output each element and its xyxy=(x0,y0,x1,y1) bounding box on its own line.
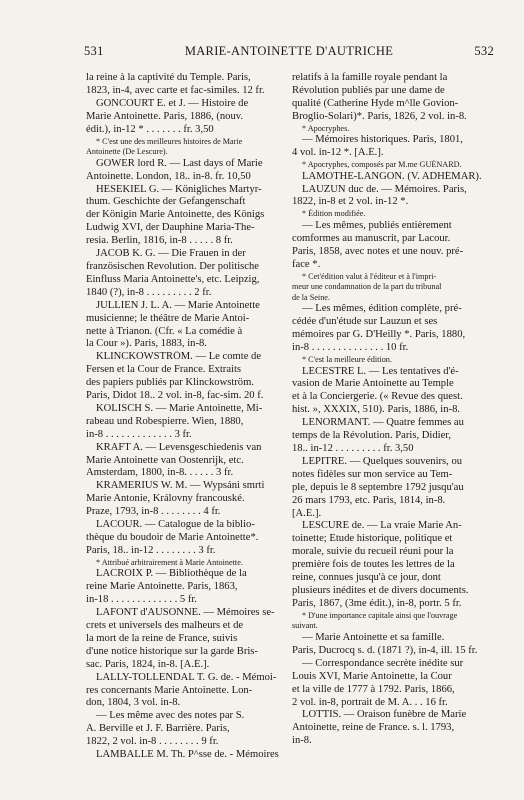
footnote-line: * Attribué arbitrairement à Marie Antoinette. xyxy=(96,557,243,567)
bibliography-entry xyxy=(292,585,490,598)
bibliography-line: Einfluss Maria Antoinette's, etc. Leipzig, xyxy=(86,273,260,285)
bibliography-entry xyxy=(86,519,284,532)
bibliography-line: LENORMANT. — Quatre femmes au xyxy=(302,417,464,429)
bibliography-entry xyxy=(292,329,490,342)
footnote-line: de la Seine. xyxy=(292,292,330,302)
bibliography-line: Paris, 18.. in-12 . . . . . . . . 3 fr. xyxy=(86,544,216,556)
bibliography-entry xyxy=(86,261,284,274)
bibliography-entry xyxy=(292,508,490,521)
bibliography-entry xyxy=(292,342,490,355)
bibliography-line: HESEKIEL G. — Königliches Martyr- xyxy=(96,183,262,195)
bibliography-entry xyxy=(86,710,284,723)
bibliography-line: la Cour »). Paris, 1883, in-8. xyxy=(86,338,207,350)
bibliography-entry xyxy=(292,684,490,697)
bibliography-line: LAMOTHE-LANGON. (V. ADHÉMAR). xyxy=(302,170,482,182)
bibliography-entry xyxy=(86,390,284,403)
bibliography-line: plusieurs inédites et de divers documents. xyxy=(292,584,469,596)
bibliography-line: face *. xyxy=(292,258,321,270)
footnote xyxy=(292,293,490,304)
bibliography-entry xyxy=(86,222,284,235)
bibliography-line: 26 mars 1793, etc. Paris, 1814, in-8. xyxy=(292,494,446,506)
bibliography-entry xyxy=(292,697,490,710)
bibliography-entry xyxy=(292,259,490,272)
bibliography-entry xyxy=(86,723,284,736)
footnote xyxy=(86,147,284,158)
bibliography-line: qualité (Catherine Hyde m^lle Govion- xyxy=(292,97,459,109)
bibliography-line: Broglio-Solari)*. Paris, 1826, 2 vol. in-8. xyxy=(292,110,467,122)
bibliography-line: des papiers publiés par Klinckowström. xyxy=(86,377,254,389)
bibliography-entry xyxy=(292,147,490,160)
bibliography-line: et la ville de 1777 à 1792. Paris, 1866, xyxy=(292,683,455,695)
bibliography-entry xyxy=(292,735,490,748)
bibliography-entry xyxy=(292,645,490,658)
page-number-right: 532 xyxy=(474,44,494,58)
bibliography-entry xyxy=(292,391,490,404)
bibliography-line: — Marie Antoinette et sa famille. xyxy=(302,631,445,643)
running-header xyxy=(84,44,494,60)
bibliography-line: ple, depuis le 8 septembre 1792 jusqu'au xyxy=(292,481,464,493)
footnote-line: * Cet'édition valut à l'éditeur et à l'impri- xyxy=(302,271,437,281)
bibliography-entry xyxy=(86,313,284,326)
bibliography-entry xyxy=(86,235,284,248)
footnote xyxy=(292,124,490,135)
bibliography-line: französischen Revolution. Der politische xyxy=(86,260,259,272)
bibliography-entry xyxy=(292,184,490,197)
bibliography-line: resia. Berlin, 1816, in-8 . . . . . 8 fr. xyxy=(86,235,233,247)
footnote xyxy=(292,272,490,283)
bibliography-entry xyxy=(86,506,284,519)
bibliography-line: GONCOURT E. et J. — Histoire de xyxy=(96,97,249,109)
bibliography-line: et à la Conciergerie. (« Revue des quest. xyxy=(292,391,463,403)
footnote xyxy=(86,137,284,148)
bibliography-entry xyxy=(86,416,284,429)
bibliography-line: Marie Antoinette van Oostenrijk, etc. xyxy=(86,454,244,466)
left-column xyxy=(86,72,284,777)
bibliography-entry xyxy=(292,134,490,147)
bibliography-entry xyxy=(86,338,284,351)
bibliography-entry xyxy=(86,377,284,390)
bibliography-line: KRAFT A. — Levensgeschiedenis van xyxy=(96,441,262,453)
bibliography-entry xyxy=(86,184,284,197)
bibliography-line: cédée d'un'étude sur Lauzun et ses xyxy=(292,316,438,328)
bibliography-line: don, 1804, 3 vol. in-8. xyxy=(86,697,181,709)
bibliography-entry xyxy=(292,430,490,443)
bibliography-entry xyxy=(292,196,490,209)
bibliography-line: morale, suivie du recueil réuni pour la xyxy=(292,546,454,558)
footnote-line: * D'une importance capitale ainsi que l'ouvrage xyxy=(302,610,458,620)
bibliography-entry xyxy=(86,300,284,313)
bibliography-entry xyxy=(292,722,490,735)
bibliography-line: in-8 . . . . . . . . . . . . . 3 fr. xyxy=(86,428,192,440)
bibliography-line: crets et universels des malheurs et de xyxy=(86,620,244,632)
bibliography-line: 1822, 2 vol. in-8 . . . . . . . . 9 fr. xyxy=(86,736,219,748)
bibliography-entry xyxy=(292,456,490,469)
page-number-left: 531 xyxy=(84,44,104,58)
footnote-line: * Édition modifiée. xyxy=(302,209,366,219)
bibliography-entry xyxy=(86,158,284,171)
bibliography-line: LALLY-TOLLENDAL T. G. de. - Mémoi- xyxy=(96,671,277,683)
bibliography-entry xyxy=(292,533,490,546)
bibliography-line: — Les mêmes, publiés entièrement xyxy=(302,219,452,231)
bibliography-line: Louis XVI, Marie Antoinette, la Cour xyxy=(292,670,452,682)
bibliography-line: 1823, in-4, avec carte et fac-similes. 12 fr. xyxy=(86,84,265,96)
bibliography-line: 4 vol. in-12 *. [A.É.]. xyxy=(292,147,384,159)
bibliography-line: Antoinette, reine de France. s. l. 1793, xyxy=(292,722,455,734)
bibliography-line: GOWER lord R. — Last days of Marie xyxy=(96,157,263,169)
bibliography-entry xyxy=(86,274,284,287)
bibliography-line: LAMBALLE M. Th. P^sse de. - Mémoires xyxy=(96,749,279,761)
bibliography-line: rabeau und Robespierre. Wien, 1880, xyxy=(86,415,244,427)
bibliography-line: Marie Antonie, Královny francouské. xyxy=(86,493,245,505)
bibliography-entry xyxy=(292,171,490,184)
bibliography-entry xyxy=(292,443,490,456)
footnote-line: * C'est la meilleure édition. xyxy=(302,354,392,364)
bibliography-entry xyxy=(86,442,284,455)
bibliography-entry xyxy=(86,493,284,506)
bibliography-line: JULLIEN J. L. A. — Marie Antoinette xyxy=(96,299,260,311)
bibliography-line: LECESTRE L. — Les tentatives d'é- xyxy=(302,365,459,377)
bibliography-entry xyxy=(86,171,284,184)
bibliography-entry xyxy=(292,233,490,246)
bibliography-line: — Mémoires historiques. Paris, 1801, xyxy=(302,134,463,146)
bibliography-line: 1822, in-8 et 2 vol. in-12 *. xyxy=(292,196,409,208)
bibliography-line: Fersen et la Cour de France. Extraits xyxy=(86,364,242,376)
bibliography-line: Paris, 1867, (3me édit.), in-8, portr. 5 fr. xyxy=(292,597,462,609)
bibliography-entry xyxy=(86,607,284,620)
footnote xyxy=(292,160,490,171)
bibliography-entry xyxy=(86,111,284,124)
bibliography-line: reine Marie Antoinette. Paris, 1863, xyxy=(86,581,238,593)
bibliography-entry xyxy=(86,568,284,581)
bibliography-entry xyxy=(86,480,284,493)
bibliography-entry xyxy=(292,559,490,572)
bibliography-line: mémoires par G. D'Heilly *. Paris, 1880, xyxy=(292,329,466,341)
bibliography-line: KLINCKOWSTRÖM. — Le comte de xyxy=(96,351,262,363)
footnote xyxy=(292,611,490,622)
bibliography-line: KOLISCH S. — Marie Antoinette, Mi- xyxy=(96,402,263,414)
bibliography-entry xyxy=(292,469,490,482)
bibliography-line: thèque du boudoir de Marie Antoinette*. xyxy=(86,532,259,543)
bibliography-entry xyxy=(86,124,284,137)
bibliography-entry xyxy=(292,598,490,611)
bibliography-line: in-18 . . . . . . . . . . . . . 5 fr. xyxy=(86,594,197,606)
bibliography-line: in-8. xyxy=(292,735,312,747)
footnote-line: * C'est une des meilleures histoires de Marie xyxy=(96,136,243,146)
footnote-line: * Apocryphes, composés par M.me GUÉNARD. xyxy=(302,160,462,170)
bibliography-line: Antoinette. London, 18.. in-8. fr. 10,50 xyxy=(86,170,251,182)
bibliography-entry xyxy=(292,316,490,329)
bibliography-line: d'une notice historique sur la garde Bris- xyxy=(86,645,258,657)
footnote-line: suivant. xyxy=(292,621,318,631)
footnote xyxy=(86,558,284,569)
bibliography-entry xyxy=(292,220,490,233)
bibliography-line: A. Berville et J. F. Barrière. Paris, xyxy=(86,723,230,735)
bibliography-entry xyxy=(86,429,284,442)
bibliography-line: toinette; Étude historique, politique et xyxy=(292,533,453,545)
bibliography-entry xyxy=(86,287,284,300)
bibliography-line: la reine à la captivité du Temple. Paris, xyxy=(86,72,251,83)
bibliography-entry xyxy=(292,111,490,124)
bibliography-entry xyxy=(292,72,490,85)
bibliography-line: édit.), in-12 * . . . . . . . fr. 3,50 xyxy=(86,123,214,135)
bibliography-line: KRAMERIUS W. M. — Wypsáni smrti xyxy=(96,480,265,492)
bibliography-line: LACOUR. — Catalogue de la biblio- xyxy=(96,519,255,531)
bibliography-line: LOTTIS. — Oraison funèbre de Marie xyxy=(302,709,467,721)
bibliography-line: JACOB K. G. — Die Frauen in der xyxy=(96,248,246,260)
bibliography-line: LESCURE de. — La vraie Marie An- xyxy=(302,520,462,532)
bibliography-line: — Les mêmes, édition complète, pré- xyxy=(302,303,462,315)
bibliography-entry xyxy=(86,736,284,749)
bibliography-entry xyxy=(292,482,490,495)
bibliography-entry xyxy=(86,455,284,468)
bibliography-line: hist. », XXXIX, 510). Paris, 1886, in-8. xyxy=(292,404,461,416)
bibliography-line: Praze, 1793, in-8 . . . . . . . . 4 fr. xyxy=(86,506,221,518)
bibliography-entry xyxy=(86,697,284,710)
bibliography-line: — Les même avec des notes par S. xyxy=(96,710,245,722)
bibliography-line: 2 vol. in-8, portrait de M. A. . . 16 fr. xyxy=(292,696,448,708)
bibliography-line: thum. Geschichte der Gefangenschaft xyxy=(86,196,246,208)
bibliography-entry xyxy=(292,520,490,533)
bibliography-entry xyxy=(86,633,284,646)
bibliography-entry xyxy=(86,532,284,545)
bibliography-entry xyxy=(292,366,490,379)
bibliography-entry xyxy=(86,467,284,480)
bibliography-line: 1840 (?), in-8 . . . . . . . . . 2 fr. xyxy=(86,286,212,298)
bibliography-entry xyxy=(86,545,284,558)
bibliography-entry xyxy=(86,685,284,698)
right-column xyxy=(292,72,490,777)
footnote-line: Antoinette (De Lescure). xyxy=(86,147,168,157)
bibliography-entry xyxy=(86,672,284,685)
bibliography-entry xyxy=(86,351,284,364)
bibliography-line: LAFONT d'AUSONNE. — Mémoires se- xyxy=(96,607,275,619)
bibliography-entry xyxy=(86,209,284,222)
bibliography-line: sac. Paris, 1824, in-8. [A.É.]. xyxy=(86,658,210,670)
bibliography-entry xyxy=(292,246,490,259)
bibliography-line: comformes au manuscrit, par Lacour. xyxy=(292,232,451,244)
bibliography-line: nette à Trianon. (Cfr. « La comédie à xyxy=(86,325,243,337)
bibliography-entry xyxy=(86,85,284,98)
bibliography-entry xyxy=(292,417,490,430)
bibliography-line: première fois de toutes les lettres de la xyxy=(292,559,455,571)
bibliography-line: relatifs à la famille royale pendant la xyxy=(292,72,448,83)
bibliography-entry xyxy=(292,85,490,98)
running-title: MARIE-ANTOINETTE D'AUTRICHE xyxy=(184,44,394,58)
bibliography-entry xyxy=(292,546,490,559)
bibliography-entry xyxy=(292,378,490,391)
bibliography-line: 18.. in-12 . . . . . . . . . fr. 3,50 xyxy=(292,443,414,454)
footnote-line: * Apocryphes. xyxy=(302,123,350,133)
bibliography-entry xyxy=(86,581,284,594)
bibliography-line: LACROIX P. — Bibliothèque de la xyxy=(96,568,247,580)
footnote xyxy=(292,209,490,220)
bibliography-line: musicienne; le théâtre de Marie Antoi- xyxy=(86,312,250,324)
footnote xyxy=(292,355,490,366)
footnote xyxy=(292,621,490,632)
bibliography-entry xyxy=(86,594,284,607)
bibliography-line: la mort de la reine de France, suivis xyxy=(86,632,238,644)
bibliography-entry xyxy=(292,303,490,316)
bibliography-entry xyxy=(86,98,284,111)
bibliography-line: Paris, 1858, avec notes et une nouv. pré- xyxy=(292,245,464,257)
bibliography-entry xyxy=(292,658,490,671)
footnote-line: meur une condamnation de la part du tribunal xyxy=(292,282,442,292)
bibliography-line: notes fidèles sur mon service au Tem- xyxy=(292,468,453,480)
bibliography-line: — Correspondance secrète inédite sur xyxy=(302,657,464,669)
bibliography-line: Marie Antoinette. Paris, 1886, (nouv. xyxy=(86,110,244,122)
bibliography-entry xyxy=(292,98,490,111)
bibliography-line: res concernants Marie Antoinette. Lon- xyxy=(86,684,253,696)
bibliography-entry xyxy=(86,659,284,672)
bibliography-line: temps de la Révolution. Paris, Didier, xyxy=(292,430,452,442)
bibliography-entry xyxy=(292,709,490,722)
bibliography-entry xyxy=(86,72,284,85)
bibliography-entry xyxy=(86,403,284,416)
bibliography-entry xyxy=(292,495,490,508)
bibliography-line: reine, connues jusqu'à ce jour, dont xyxy=(292,572,441,584)
bibliography-entry xyxy=(86,248,284,261)
bibliography-line: Amsterdam, 1800, in-8. . . . . . 3 fr. xyxy=(86,467,234,479)
bibliography-line: Paris, Didot 18.. 2 vol. in-8, fac-sim. 20 f. xyxy=(86,390,264,402)
bibliography-entry xyxy=(86,749,284,762)
bibliography-line: Ludwig XVI, der Dauphine Maria-The- xyxy=(86,222,255,234)
bibliography-entry xyxy=(86,326,284,339)
bibliography-line: [A.É.]. xyxy=(292,507,322,519)
bibliography-entry xyxy=(86,364,284,377)
bibliography-entry xyxy=(292,572,490,585)
bibliography-line: vasion de Marie Antoinette au Temple xyxy=(292,378,454,390)
bibliography-line: Paris, Ducrocq s. d. (1871 ?), in-4, ill. 15 fr. xyxy=(292,644,478,656)
bibliography-line: Révolution publiés par une dame de xyxy=(292,84,445,96)
bibliography-line: LAUZUN duc de. — Mémoires. Paris, xyxy=(302,183,467,195)
bibliography-line: in-8 . . . . . . . . . . . . . . 10 fr. xyxy=(292,342,409,354)
bibliography-entry xyxy=(292,671,490,684)
bibliography-entry xyxy=(86,196,284,209)
footnote xyxy=(292,282,490,293)
bibliography-entry xyxy=(292,632,490,645)
bibliography-entry xyxy=(86,646,284,659)
bibliography-line: der Königin Marie Antoinette, des Königs xyxy=(86,209,265,221)
bibliography-line: LEPITRE. — Quelques souvenirs, ou xyxy=(302,455,463,467)
bibliography-entry xyxy=(292,404,490,417)
bibliography-entry xyxy=(86,620,284,633)
